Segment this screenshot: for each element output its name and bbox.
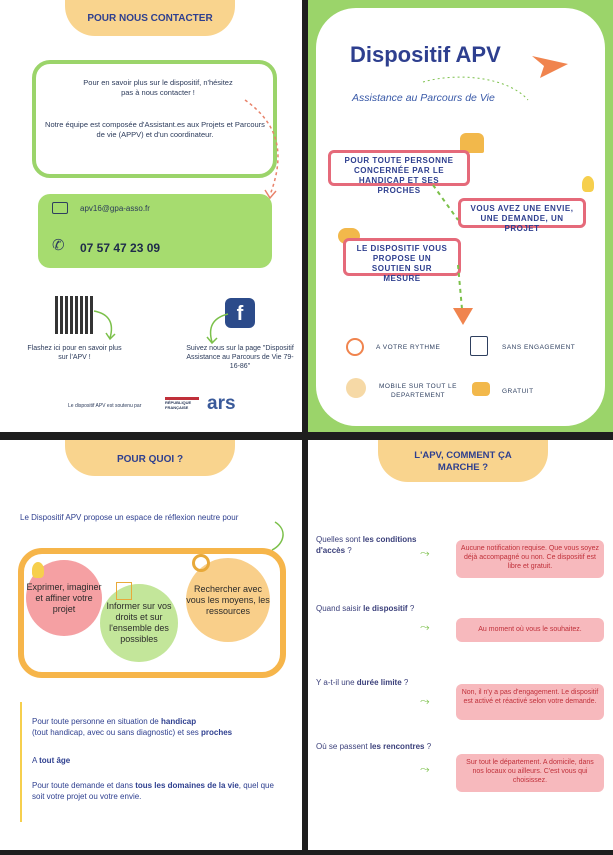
arrow-icon: ⤳ <box>420 620 430 634</box>
answer-duration: Non, il n'y a pas d'engagement. Le dispositif est activé et réactivé selon votre demande. <box>456 684 604 720</box>
pourquoi-panel <box>0 440 302 850</box>
feature-pace: A VOTRE RYTHME <box>376 344 441 351</box>
para3-text2: , quel que soit votre projet ou votre envie. <box>32 781 274 801</box>
qr-code-icon[interactable] <box>55 296 93 334</box>
apv-title: Dispositif APV <box>350 42 501 67</box>
contact-panel <box>0 0 302 432</box>
q1-text: Quelles sont <box>316 535 363 544</box>
arrow-icon: ⤳ <box>420 546 430 560</box>
curved-arrow-icon <box>92 306 122 342</box>
phone-icon: ✆ <box>52 237 65 254</box>
para1-proches: proches <box>201 728 233 737</box>
circle-inform: Informer sur vos droits et sur l'ensemble des possibles <box>100 584 178 662</box>
q4-bold: les rencontres <box>369 742 425 751</box>
facebook-icon[interactable]: f <box>225 298 255 328</box>
curved-arrow-icon <box>200 310 230 346</box>
contact-tab: POUR NOUS CONTACTER <box>65 0 235 36</box>
para3-domains: tous les domaines de la vie <box>135 781 239 790</box>
dashed-green-arrow-icon <box>428 180 488 330</box>
pourquoi-para1 <box>32 716 282 738</box>
para1-text2: (tout handicap, avec ou sans diagnostic) et ses <box>32 728 201 737</box>
signpost-icon <box>116 582 132 600</box>
question-duration <box>316 678 408 687</box>
pourquoi-para3 <box>32 780 282 802</box>
qr-caption: Flashez ici pour en savoir plus sur l'APV ! <box>27 345 122 361</box>
para1-handicap: handicap <box>160 717 197 726</box>
contact-team: Notre équipe est composée d'Assistant.es aux Projets et Parcours de vie (APPV) et d'un coordinateur. <box>45 120 265 139</box>
contact-intro: Pour en savoir plus sur le dispositif, n'hésitez pas à nous contacter ! <box>83 78 233 97</box>
para3-text: Pour toute demande et dans <box>32 781 136 790</box>
arrow-icon: ⤳ <box>420 694 430 708</box>
republique-francaise-logo: RÉPUBLIQUE FRANÇAISE <box>165 397 199 410</box>
answer-access: Aucune notification requise. Que vous soyez déjà accompagné ou non. Ce dispositif est libre et gratuit. <box>456 540 604 578</box>
dotted-path <box>418 72 538 112</box>
circle-research: Rechercher avec vous les moyens, les ressources <box>186 558 270 642</box>
left-accent-line <box>20 702 22 822</box>
apv-subtitle: Assistance au Parcours de Vie <box>352 92 495 104</box>
pourquoi-intro: Le Dispositif APV propose un espace de réflexion neutre pour <box>20 513 239 522</box>
lightbulb-icon <box>32 562 44 578</box>
q4-end: ? <box>424 742 432 751</box>
dashed-arrow-icon <box>240 95 290 205</box>
contact-green-band <box>38 194 272 268</box>
map-pin-icon <box>346 378 366 398</box>
q4-text: Où se passent <box>316 742 370 751</box>
magnifier-icon <box>192 554 210 572</box>
q1-end: ? <box>345 546 352 555</box>
q3-bold: durée limite <box>356 678 402 687</box>
lightbulb-icon <box>582 176 594 192</box>
contact-email[interactable]: apv16@gpa-asso.fr <box>80 204 150 213</box>
arrow-icon: ⤳ <box>420 762 430 776</box>
feature-commitment: SANS ENGAGEMENT <box>502 344 576 351</box>
pourquoi-tab: POUR QUOI ? <box>65 440 235 476</box>
supported-by: Le dispositif APV est soutenu par <box>68 403 142 409</box>
apv-panel <box>308 0 613 432</box>
pourquoi-para2 <box>32 756 70 765</box>
feature-free: GRATUIT <box>502 388 534 395</box>
para2-age: tout âge <box>39 756 71 765</box>
contact-phone[interactable]: 07 57 47 23 09 <box>80 241 161 255</box>
check-icon <box>346 338 364 356</box>
answer-meetings: Sur tout le département. A domicile, dans nos locaux ou ailleurs. C'est vous qui choisissez. <box>456 754 604 792</box>
q2-text: Quand saisir <box>316 604 364 613</box>
para1-text: Pour toute personne en situation de <box>32 717 161 726</box>
question-access <box>316 534 426 556</box>
target-audience-box: POUR TOUTE PERSONNE CONCERNÉE PAR LE HANDICAP ET SES PROCHES <box>328 150 470 186</box>
coins-icon <box>472 382 490 396</box>
question-meetings <box>316 742 431 751</box>
support-box: LE DISPOSITIF VOUS PROPOSE UN SOUTIEN SUR MESURE <box>343 238 461 276</box>
circle-express: Exprimer, imaginer et affiner votre projet <box>26 560 102 636</box>
q3-text: Y a-t-il une <box>316 678 357 687</box>
answer-when: Au moment où vous le souhaitez. <box>456 618 604 642</box>
request-box: VOUS AVEZ UNE ENVIE, UNE DEMANDE, UN PROJET <box>458 198 586 228</box>
q2-bold: le dispositif <box>363 604 408 613</box>
q3-end: ? <box>401 678 409 687</box>
comment-panel <box>308 440 613 850</box>
ars-logo: ars <box>207 393 236 414</box>
question-when <box>316 604 414 613</box>
mail-icon <box>52 202 68 214</box>
facebook-caption: Suivez nous sur la page "Dispositif Assistance au Parcours de Vie 79-16-86" <box>186 345 294 370</box>
feature-mobile: MOBILE SUR TOUT LE DEPARTEMENT <box>379 383 457 399</box>
no-contract-icon <box>470 336 488 356</box>
para2-text: A <box>32 756 40 765</box>
q2-end: ? <box>407 604 415 613</box>
q1-bold: les conditions d'accès <box>316 535 417 555</box>
comment-tab: L'APV, COMMENT ÇA MARCHE ? <box>378 440 548 482</box>
